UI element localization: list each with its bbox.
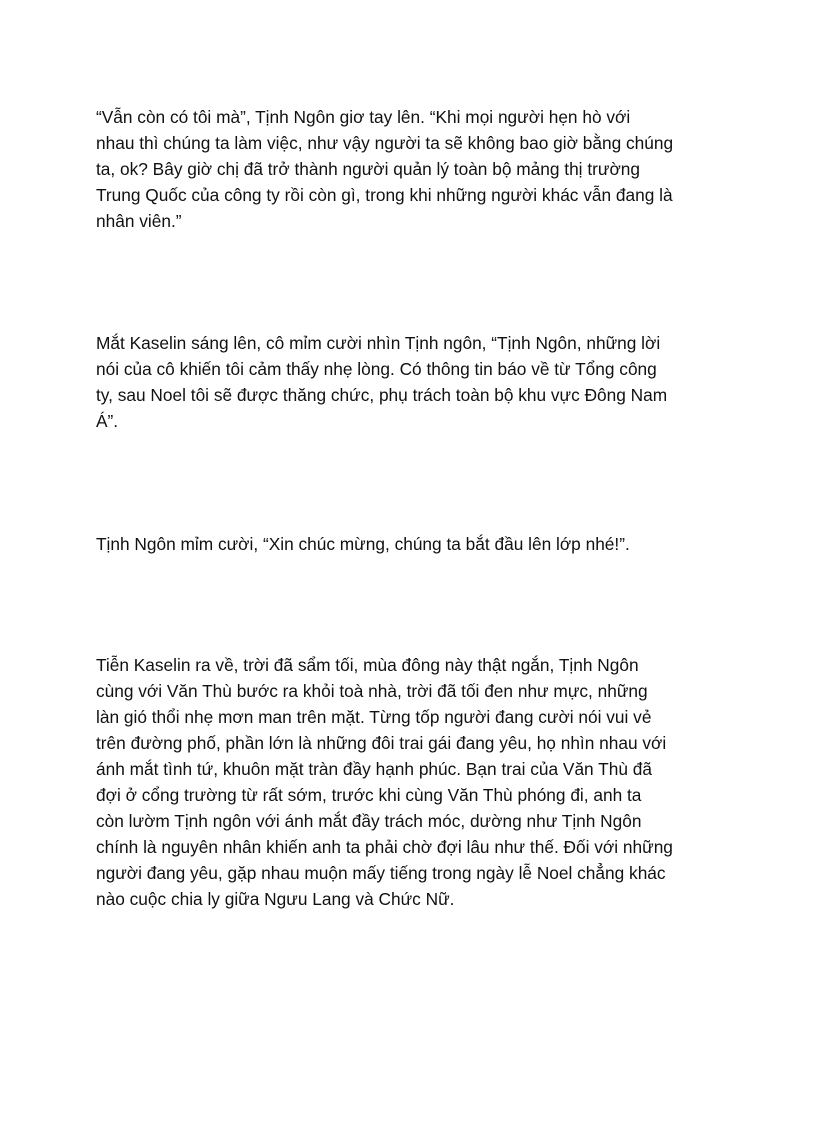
text-line: còn lườm Tịnh ngôn với ánh mắt đầy trách móc, dường như Tịnh Ngôn xyxy=(96,811,642,831)
text-line: ánh mắt tình tứ, khuôn mặt tràn đầy hạnh phúc. Bạn trai của Văn Thù đã xyxy=(96,759,652,779)
text-line: Trung Quốc của công ty rồi còn gì, trong khi những người khác vẫn đang là xyxy=(96,185,673,205)
text-line: Tịnh Ngôn mỉm cười, “Xin chúc mừng, chúng ta bắt đầu lên lớp nhé!”. xyxy=(96,534,630,554)
text-line: nói của cô khiến tôi cảm thấy nhẹ lòng. Có thông tin báo về từ Tổng công xyxy=(96,359,657,379)
paragraph-4 xyxy=(96,652,728,912)
text-line: “Vẫn còn có tôi mà”, Tịnh Ngôn giơ tay lên. “Khi mọi người hẹn hò với xyxy=(96,107,631,127)
text-line: Tiễn Kaselin ra về, trời đã sẩm tối, mùa đông này thật ngắn, Tịnh Ngôn xyxy=(96,655,639,675)
text-line: chính là nguyên nhân khiến anh ta phải chờ đợi lâu như thế. Đối với những xyxy=(96,837,673,857)
text-line: cùng với Văn Thù bước ra khỏi toà nhà, trời đã tối đen như mực, những xyxy=(96,681,648,701)
text-line: đợi ở cổng trường từ rất sớm, trước khi cùng Văn Thù phóng đi, anh ta xyxy=(96,785,642,805)
paragraph-1 xyxy=(96,104,728,234)
text-line: Mắt Kaselin sáng lên, cô mỉm cười nhìn Tịnh ngôn, “Tịnh Ngôn, những lời xyxy=(96,333,661,353)
text-line: ta, ok? Bây giờ chị đã trở thành người quản lý toàn bộ mảng thị trường xyxy=(96,159,641,179)
paragraph-2 xyxy=(96,330,728,434)
text-line: ty, sau Noel tôi sẽ được thăng chức, phụ trách toàn bộ khu vực Đông Nam xyxy=(96,385,668,405)
text-line: làn gió thổi nhẹ mơn man trên mặt. Từng tốp người đang cười nói vui vẻ xyxy=(96,707,652,727)
text-line: người đang yêu, gặp nhau muộn mấy tiếng trong ngày lễ Noel chẳng khác xyxy=(96,863,666,883)
text-line: nhân viên.” xyxy=(96,211,182,231)
text-line: Á”. xyxy=(96,411,119,431)
text-line: nào cuộc chia ly giữa Ngưu Lang và Chức Nữ. xyxy=(96,889,455,909)
text-line: nhau thì chúng ta làm việc, như vậy người ta sẽ không bao giờ bằng chúng xyxy=(96,133,674,153)
text-line: trên đường phố, phần lớn là những đôi trai gái đang yêu, họ nhìn nhau với xyxy=(96,733,667,753)
paragraph-3 xyxy=(96,531,728,557)
